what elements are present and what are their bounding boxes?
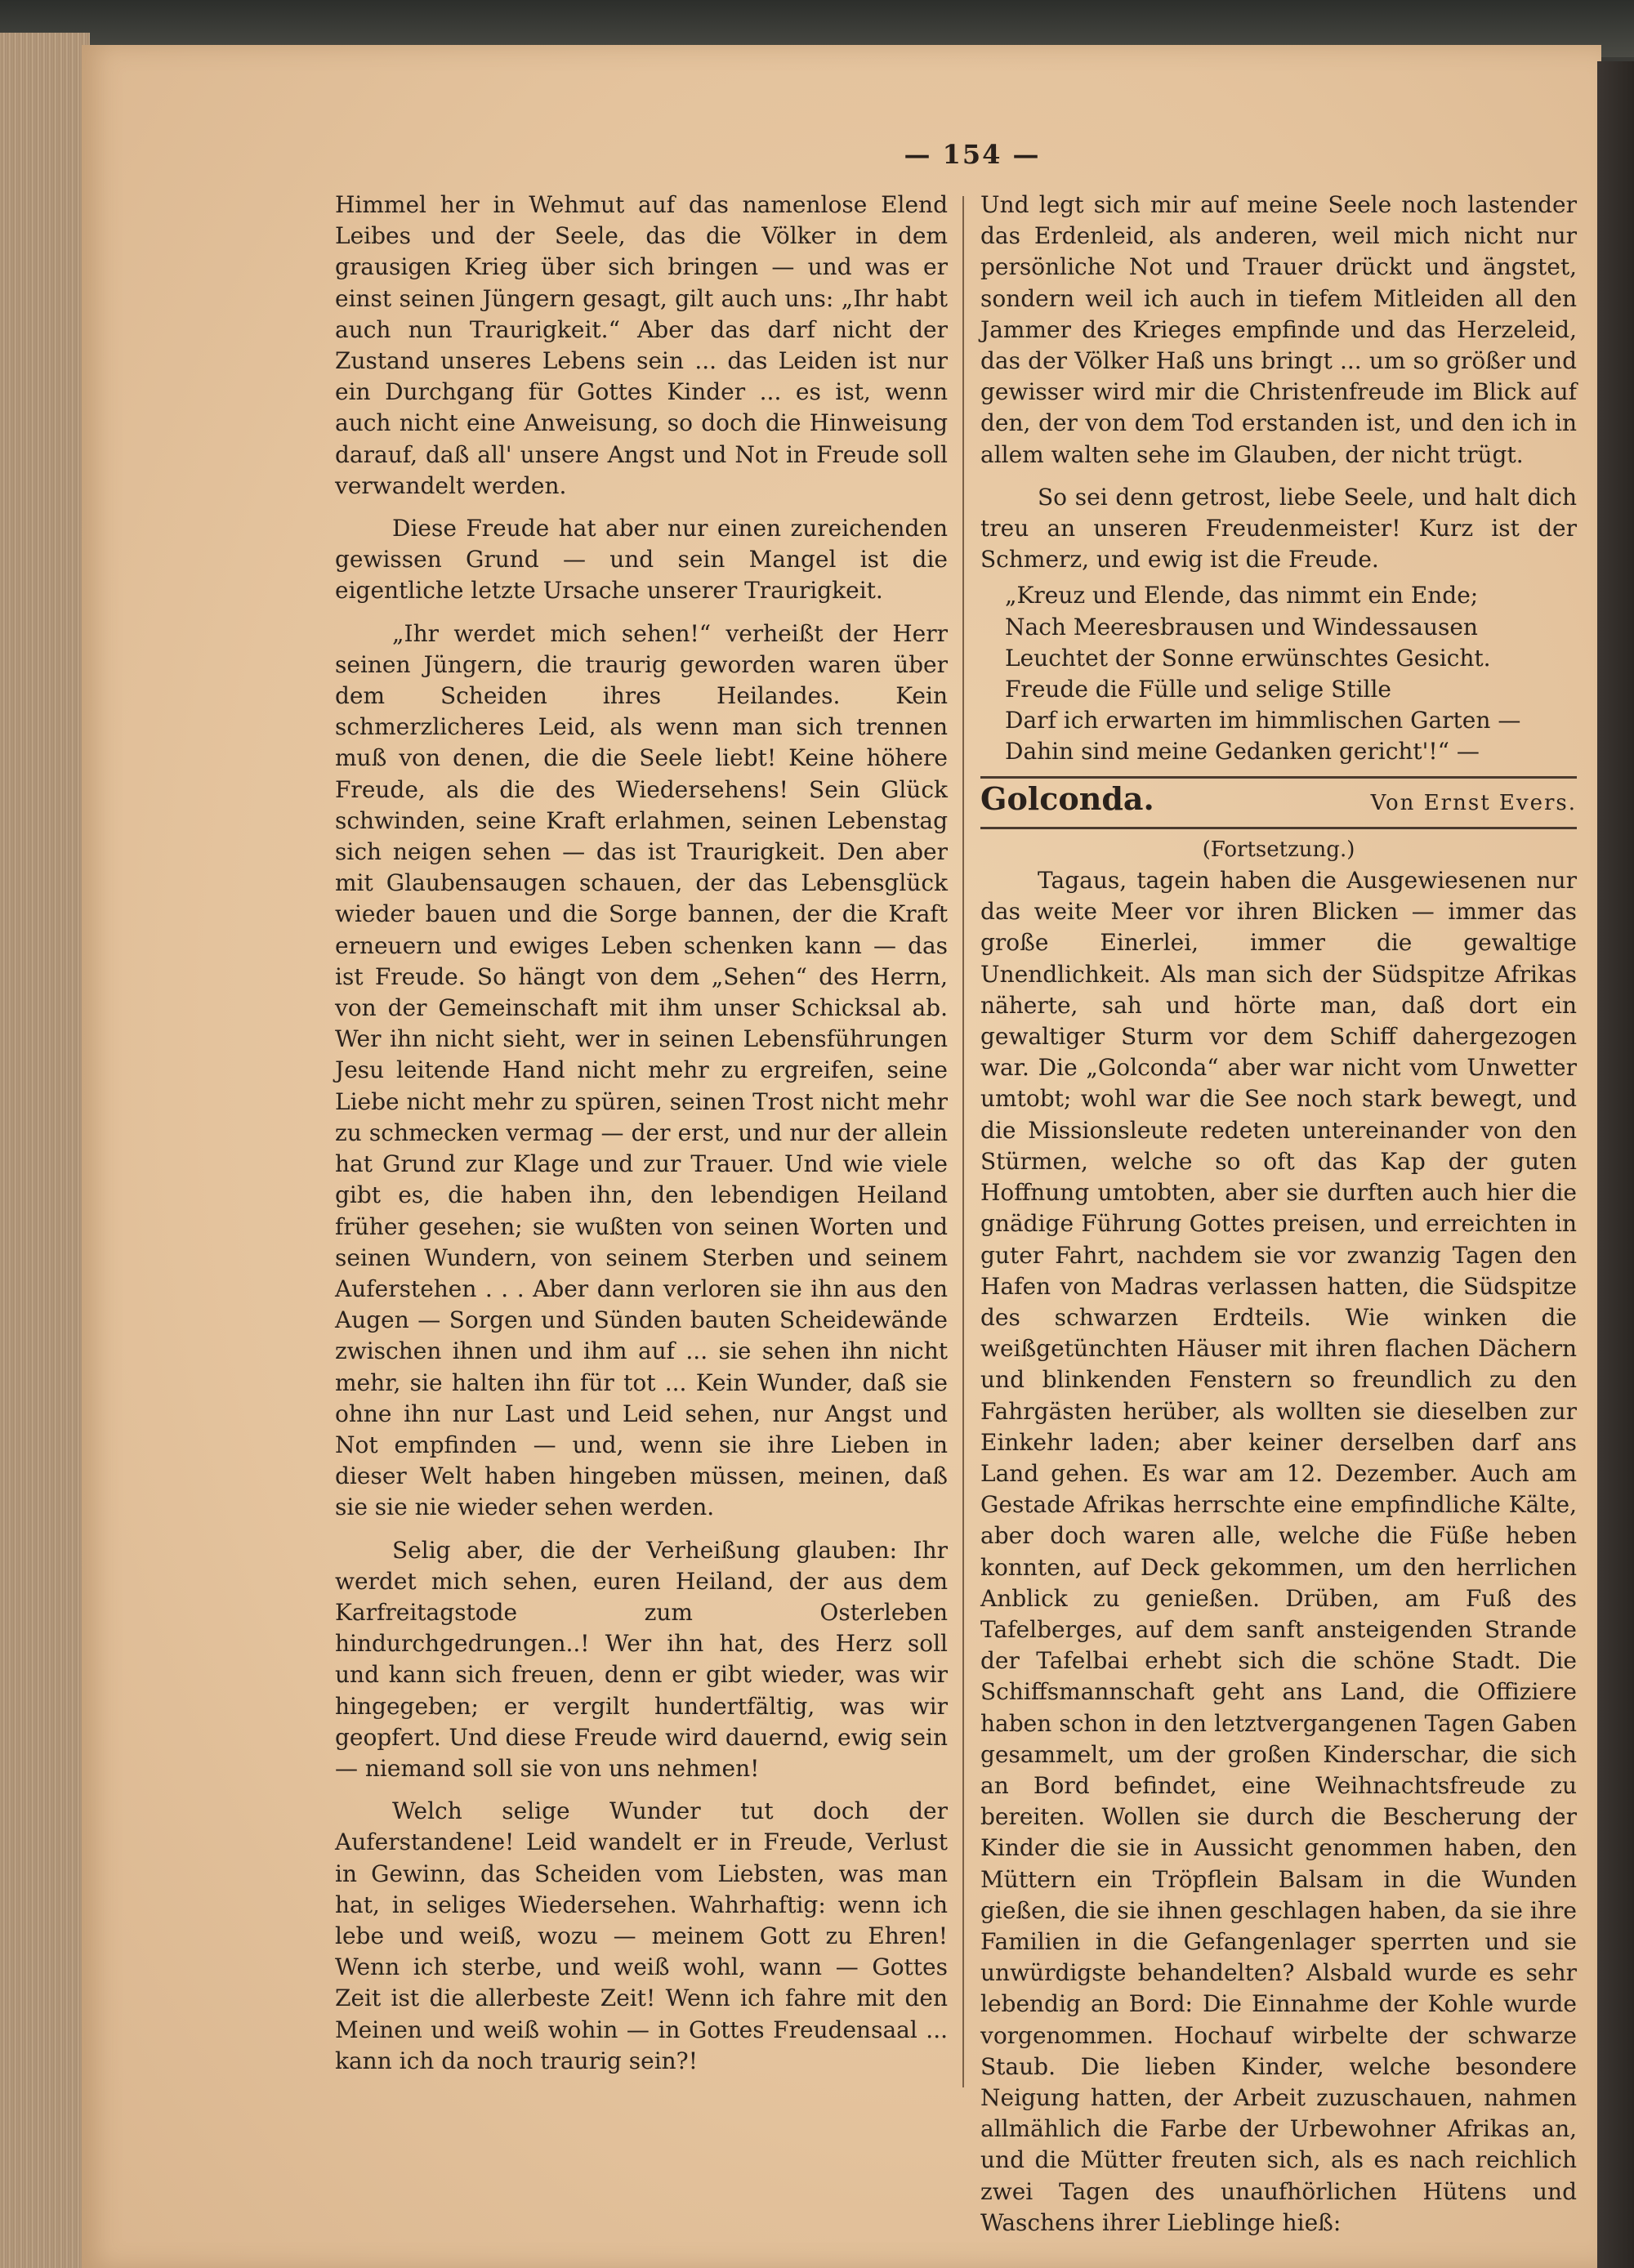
book-page-edges [0, 33, 90, 2268]
page-number: — 154 — [904, 139, 1041, 170]
paragraph: Diese Freude hat aber nur einen zureichenden gewissen Grund — und sein Mangel ist die eigentliche letzte Ursache unserer Traurigkeit. [335, 515, 948, 605]
column-divider [962, 196, 964, 2087]
paragraph: Selig aber, die der Verheißung glauben: Ihr werdet mich sehen, euren Heiland, der aus dem Karfreitagstode zum Osterleben hindurchgedrungen..! Wer ihn hat, des Herz soll und kann sich freuen, denn er gibt wieder, was wir hingegeben; er vergilt hundertfältig, was wir geopfert. Und diese Freude wird dauernd, ewig sein — niemand soll sie von uns nehmen! [335, 1536, 948, 1782]
section-rule [980, 827, 1577, 829]
book-gutter-shadow [1597, 61, 1634, 2268]
article-body: Tagaus, tagein haben die Ausgewiesenen nur das weite Meer vor ihren Blicken — immer das große Einerlei, immer die gewaltige Unendlichkeit. Als man sich der Südspitze Afrikas näherte, sah und hörte man, daß dort ein gewaltiger Sturm vor dem Schiff dahergezogen war. Die „Golconda“ aber war nicht vom Unwetter umtobt; wohl war die See noch stark bewegt, und die Missionsleute redeten untereinander von den Stürmen, welche so oft das Kap der guten Hoffnung umtobten, aber sie durften auch hier die gnädige Führung Gottes preisen, und erreichten in guter Fahrt, nachdem sie vor zwanzig Tagen den Hafen von Madras verlassen hatten, die Südspitze des schwarzen Erdteils. Wie winken die weißgetünchten Häuser mit ihren flachen Dächern und blinkenden Fenstern so freundlich zu den Fahrgästen herüber, als wollten sie dieselben zur Einkehr laden; aber keiner derselben darf ans Land gehen. Es war am 12. Dezember. Auch am Gestade Afrikas herrschte eine empfindliche Kälte, aber doch waren alle, welche die Füße heben konnten, auf Deck gekommen, um den herrlichen Anblick zu genießen. Drüben, am Fuß des Tafelberges, auf dem sanft ansteigenden Strande der Tafelbai erhebt sich die schöne Stadt. Die Schiffsmannschaft geht ans Land, die Offiziere haben schon in den letztvergangenen Tagen Gaben gesammelt, um der großen Kinderschar, die sich an Bord befindet, eine Weihnachtsfreude zu bereiten. Wollen sie durch die Bescherung der Kinder die sie in Aussicht genommen haben, den Müttern ein Tröpflein Balsam in die Wunden gießen, die sie ihnen geschlagen haben, da sie ihre Familien in die Gefangenlager sperrten und sie unwürdigste behandelten? Alsbald wurde es sehr lebendig an Bord: Die Einnahme der Kohle wurde vorgenommen. Hochauf wirbelte der schwarze Staub. Die lieben Kinder, welche besondere Neigung hatten, der Arbeit zuzuschauen, nahmen allmählich die Farbe der Urbewohner Afrikas an, und die Mütter freuten sich, als es nach reichlich zwei Tagen des unaufhörlichen Hütens und Waschens ihrer Lieblinge hieß: [980, 867, 1577, 2236]
section-rule [980, 776, 1577, 779]
paragraph: Welch selige Wunder tut doch der Auferstandene! Leid wandelt er in Freude, Verlust in Gewinn, das Scheiden vom Liebsten, was man hat, in seliges Wiedersehen. Wahrhaftig: wenn ich lebe und weiß, wozu — meinem Gott zu Ehren! Wenn ich sterbe, und weiß wohl, wann — Gottes Zeit ist die allerbeste Zeit! Wenn ich fahre mit den Meinen und weiß wohin — in Gottes Freudensaal ... kann ich da noch traurig sein?! [335, 1797, 948, 2074]
paragraph: Himmel her in Wehmut auf das namenlose Elend Leibes und der Seele, das die Völker in dem grausigen Krieg über sich bringen — und was er einst seinen Jüngern gesagt, gilt auch uns: „Ihr habt auch nun Traurigkeit.“ Aber das darf nicht der Zustand unseres Lebens sein ... das Leiden ist nur ein Durchgang für Gottes Kinder ... es ist, wenn auch nicht eine Anweisung, so doch die Hinweisung darauf, daß all' unsere Angst und Not in Freude soll verwandelt werden. [335, 191, 948, 499]
poem-line: Leuchtet der Sonne erwünschtes Gesicht. [1005, 644, 1491, 672]
poem-line: Dahin sind meine Gedanken gericht'!“ — [1005, 738, 1480, 766]
poem-line: Freude die Fülle und selige Stille [1005, 676, 1392, 703]
paragraph: So sei denn getrost, liebe Seele, und halt dich treu an unseren Freudenmeister! Kurz ist der Schmerz, und ewig ist die Freude. [980, 483, 1577, 574]
poem [980, 580, 1577, 767]
article-title: Golconda. [980, 779, 1154, 817]
article-header [980, 779, 1577, 819]
left-column [335, 190, 948, 2077]
paragraph: Und legt sich mir auf meine Seele noch lastender das Erdenleid, als anderen, weil mich nicht nur persönliche Not und Trauer drückt und ängstet, sondern weil ich auch in tiefem Mitleiden all den Jammer des Krieges empfinde und das Herzeleid, das der Völker Haß uns bringt ... um so größer und gewisser wird mir die Christenfreude im Blick auf den, der von dem Tod erstanden ist, und den ich in allem walten sehe im Glauben, der nicht trügt. [980, 191, 1577, 468]
poem-line: „Kreuz und Elende, das nimmt ein Ende; [1005, 582, 1479, 609]
continuation-note: (Fortsetzung.) [1202, 837, 1355, 862]
right-column [980, 190, 1577, 2239]
poem-line: Nach Meeresbrausen und Windessausen [1005, 613, 1478, 641]
paragraph: „Ihr werdet mich sehen!“ verheißt der Herr seinen Jüngern, die traurig geworden waren über dem Scheiden ihres Heilandes. Kein schmerzlicheres Leid, als wenn man sich trennen muß von denen, die die Seele liebt! Keine höhere Freude, als die des Wiedersehens! Sein Glück schwinden, seine Kraft erlahmen, seinen Lebenstag sich neigen sehen — das ist Traurigkeit. Den aber mit Glaubensaugen schauen, der das Lebensglück wieder bauen und die Sorge bannen, der die Kraft erneuern und ewiges Leben schenken kann — das ist Freude. So hängt von dem „Sehen“ des Herrn, von der Gemeinschaft mit ihm unser Schicksal ab. Wer ihn nicht sieht, wer in seinen Lebensführungen Jesu leitende Hand nicht mehr zu ergreifen, seine Liebe nicht mehr zu spüren, seinen Trost nicht mehr zu schmecken vermag — der erst, und nur der allein hat Grund zur Klage und zur Trauer. Und wie viele gibt es, die haben ihn, den lebendigen Heiland früher gesehen; sie wußten von seinen Worten und seinen Wundern, von seinem Sterben und seinem Auferstehen . . . Aber dann verloren sie ihn aus den Augen — Sorgen und Sünden bauten Scheidewände zwischen ihnen und ihm auf ... sie sehen ihn nicht mehr, sie halten ihn für tot ... Kein Wunder, daß sie ohne ihn nur Last und Leid sehen, nur Angst und Not empfinden — und, wenn sie ihre Lieben in dieser Welt haben hingeben müssen, meinen, daß sie sie nie wieder sehen werden. [335, 619, 948, 1521]
poem-line: Darf ich erwarten im himmlischen Garten — [1005, 707, 1521, 734]
article-author: Von Ernst Evers. [1370, 790, 1577, 815]
